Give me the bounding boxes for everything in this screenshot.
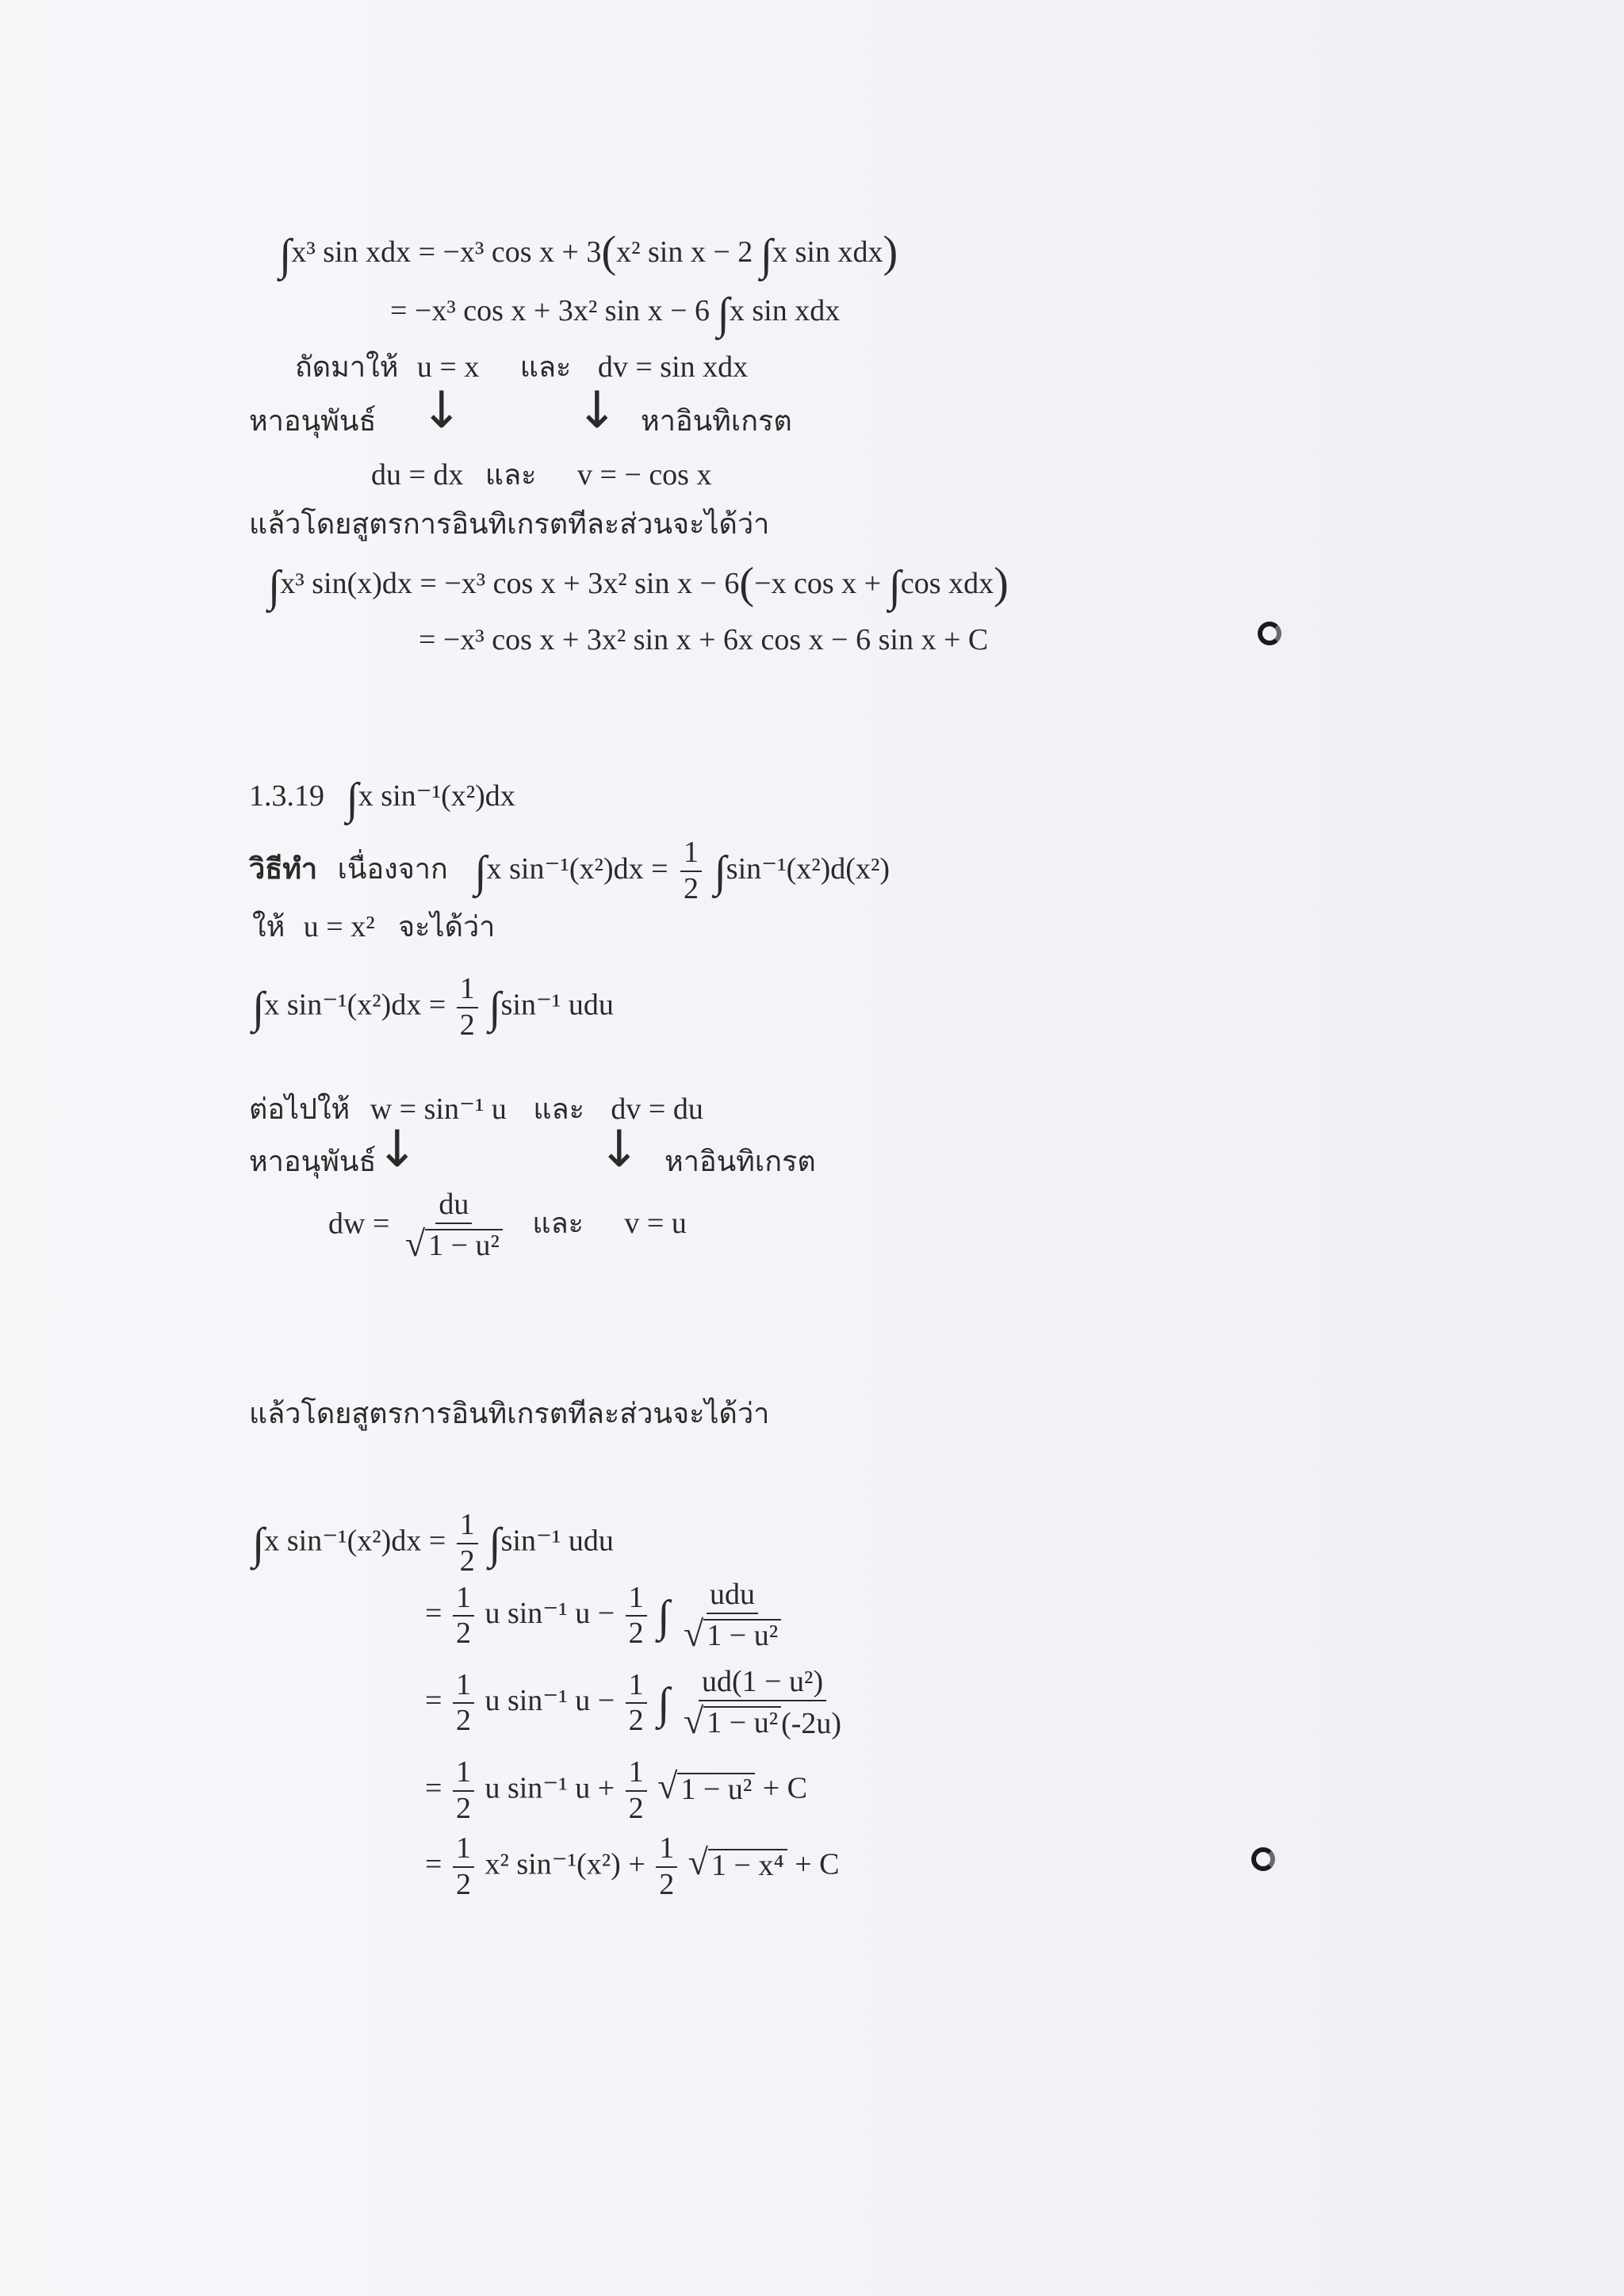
integral-sign: ∫ bbox=[717, 289, 730, 339]
square-root: √ 1 − u² bbox=[684, 1703, 781, 1739]
fraction: $\frac{1}{2}$ bbox=[626, 1670, 647, 1738]
equation-line: = −x³ cos x + 3x² sin x + 6x cos x − 6 sin x + C bbox=[419, 623, 989, 656]
fraction: $\frac{1}{2}$ bbox=[453, 1670, 474, 1738]
integral-sign: ∫ bbox=[346, 775, 358, 824]
integral-label: หาอินทิเกรต bbox=[641, 405, 792, 438]
result-line: du = dx และ v = − cos x bbox=[371, 458, 712, 492]
equation-line: = $\frac{1}{2}$ u sin⁻¹ u + $\frac{1}{2}$ √ 1 − u² + C bbox=[425, 1755, 808, 1825]
fraction: $\frac{1}{2}$ bbox=[626, 1757, 647, 1825]
down-arrow-icon: ↓ bbox=[376, 1120, 419, 1179]
integral-sign: ∫ bbox=[888, 562, 901, 611]
equation-line: = −x³ cos x + 3x² sin x − 6 ∫x sin xdx bbox=[390, 289, 841, 339]
integral-sign: ∫ bbox=[252, 983, 265, 1033]
square-root: √ 1 − x⁴ bbox=[688, 1844, 787, 1881]
derivative-label: หาอนุพันธ์ bbox=[249, 1146, 377, 1178]
down-arrow-icon: ↓ bbox=[598, 1120, 641, 1179]
down-arrow-icon: ↓ bbox=[576, 381, 619, 440]
square-root: √ 1 − u² bbox=[657, 1768, 755, 1804]
equation-line: ∫x³ sin xdx = −x³ cos x + 3(x² sin x − 2 ∫x sin xdx) bbox=[279, 228, 898, 280]
integral-sign: ∫ bbox=[252, 1519, 265, 1569]
equation-line: ∫x sin⁻¹(x²)dx = $\frac{1}{2}$ ∫sin⁻¹ udu bbox=[252, 1508, 614, 1578]
fraction: ud(1 − u²) √ 1 − u² (-2u) bbox=[684, 1665, 842, 1741]
integral-sign: ∫ bbox=[657, 1592, 670, 1642]
by-parts-text: แล้วโดยสูตรการอินทิเกรตทีละส่วนจะได้ว่า bbox=[249, 1398, 770, 1430]
fraction: $\frac{1}{2}$ bbox=[457, 974, 478, 1042]
integral-sign: ∫ bbox=[714, 847, 726, 897]
equation-line: ∫x³ sin(x)dx = −x³ cos x + 3x² sin x − 6(−x cos x + ∫cos xdx) bbox=[268, 559, 1009, 611]
fraction: $\frac{1}{2}$ bbox=[656, 1833, 677, 1901]
end-of-proof-icon bbox=[1258, 622, 1281, 645]
integral-sign: ∫ bbox=[657, 1679, 670, 1729]
substitution-line: ต่อไปให้ w = sin⁻¹ u และ dv = du bbox=[249, 1093, 703, 1126]
result-line: dw = du √ 1 − u² และ v = u bbox=[328, 1188, 687, 1264]
integral-label: หาอินทิเกรต bbox=[665, 1146, 816, 1178]
solution-line: วิธีทำ เนื่องจาก ∫x sin⁻¹(x²)dx = $\frac{1}{2}$ ∫sin⁻¹(x²)d(x²) bbox=[249, 836, 890, 905]
square-root: √ 1 − u² bbox=[405, 1226, 503, 1262]
fraction: $\frac{1}{2}$ bbox=[680, 837, 702, 905]
integral-sign: ∫ bbox=[279, 231, 292, 280]
equation-line: = $\frac{1}{2}$ u sin⁻¹ u − $\frac{1}{2}$ ∫ ud(1 − u²) √ 1 − u² (-2u) bbox=[425, 1667, 848, 1740]
integral-sign: ∫ bbox=[474, 847, 487, 897]
by-parts-text: แล้วโดยสูตรการอินทิเกรตทีละส่วนจะได้ว่า bbox=[249, 508, 770, 541]
substitution-line: ถัดมาให้ u = x และ dv = sin xdx bbox=[295, 350, 749, 384]
down-arrow-icon: ↓ bbox=[420, 381, 463, 440]
integral-sign: ∫ bbox=[488, 1519, 501, 1569]
fraction: du √ 1 − u² bbox=[402, 1189, 506, 1263]
end-of-proof-icon bbox=[1251, 1847, 1275, 1871]
fraction: udu √ 1 − u² bbox=[680, 1579, 784, 1653]
integral-sign: ∫ bbox=[760, 231, 773, 280]
substitution-line: ให้ u = x² จะได้ว่า bbox=[252, 910, 496, 943]
integral-sign: ∫ bbox=[268, 562, 281, 611]
fraction: $\frac{1}{2}$ bbox=[626, 1582, 647, 1651]
equation-line: = $\frac{1}{2}$ u sin⁻¹ u − $\frac{1}{2}$ ∫ udu √ 1 − u² bbox=[425, 1579, 787, 1653]
derivative-label: หาอนุพันธ์ bbox=[249, 405, 377, 438]
fraction: $\frac{1}{2}$ bbox=[453, 1833, 474, 1901]
fraction: $\frac{1}{2}$ bbox=[457, 1510, 478, 1578]
equation-line: ∫x sin⁻¹(x²)dx = $\frac{1}{2}$ ∫sin⁻¹ udu bbox=[252, 972, 614, 1042]
fraction: $\frac{1}{2}$ bbox=[453, 1582, 474, 1651]
square-root: √ 1 − u² bbox=[684, 1616, 781, 1652]
problem-header: 1.3.19 ∫x sin⁻¹(x²)dx bbox=[249, 775, 515, 824]
fraction: $\frac{1}{2}$ bbox=[453, 1757, 474, 1825]
integral-sign: ∫ bbox=[488, 983, 501, 1033]
equation-line: = $\frac{1}{2}$ x² sin⁻¹(x²) + $\frac{1}{2}$ √ 1 − x⁴ + C bbox=[425, 1831, 840, 1901]
